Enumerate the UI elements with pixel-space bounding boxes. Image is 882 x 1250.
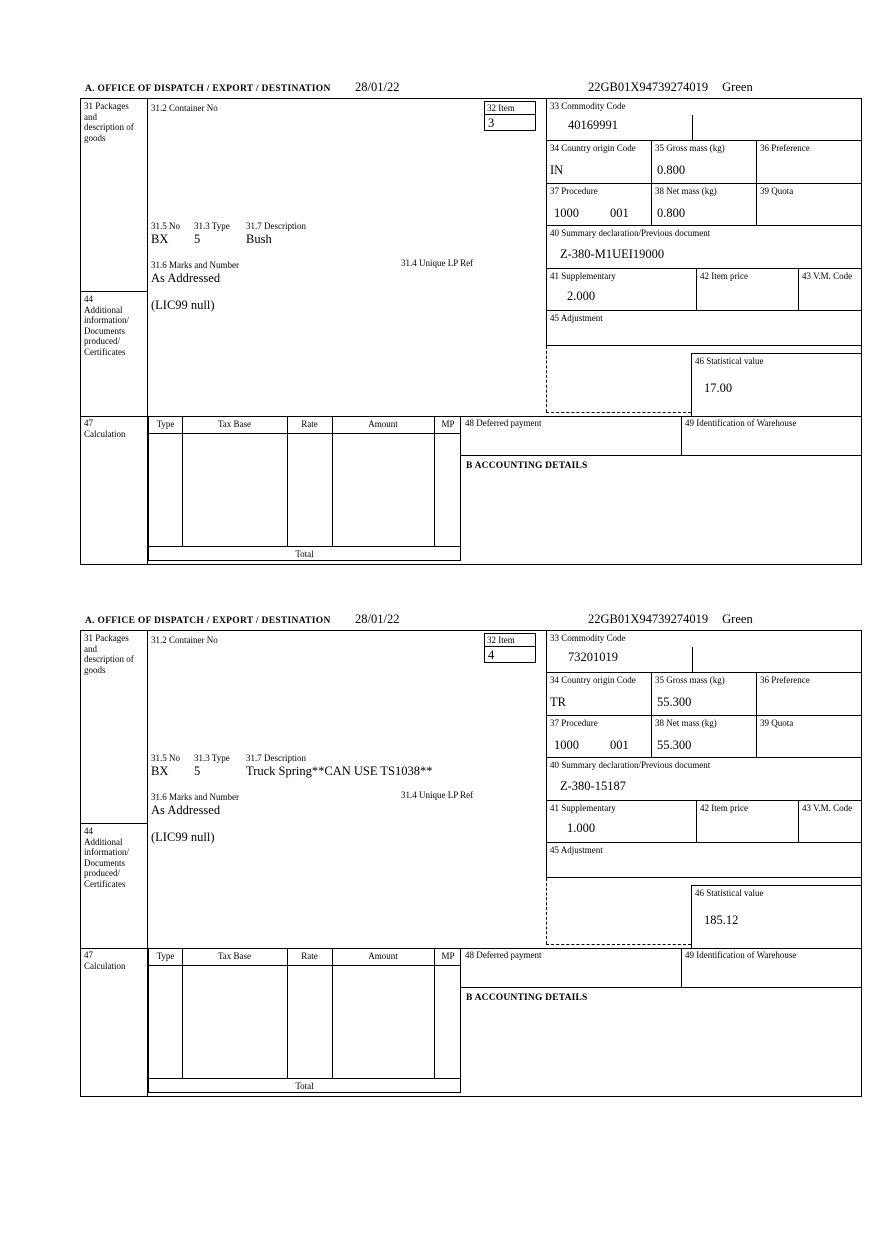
box-41-supplementary-units: [546, 269, 696, 311]
box-40-summary-declaration: [546, 758, 861, 801]
box-38-net-mass: [651, 184, 756, 226]
box-44-number: 44: [84, 294, 93, 304]
box-37-procedure: [546, 716, 651, 758]
goods-description-label: 31.7 Description: [246, 221, 306, 231]
country-origin-value: IN: [550, 163, 564, 177]
box-43-label: 43 V.M. Code: [802, 271, 853, 281]
date-value: 28/01/22: [355, 612, 400, 626]
supplementary-units-value: 2.000: [567, 289, 596, 303]
box-42-label: 42 Item price: [700, 271, 748, 281]
box-32-item: [484, 101, 536, 131]
box-46-label: 46 Statistical value: [695, 888, 764, 898]
box-39-quota: [756, 184, 861, 226]
calc-header-tax-base: Tax Base: [217, 419, 252, 429]
box-36-label: 36 Preference: [760, 143, 810, 153]
declaration-item-1: [80, 80, 863, 566]
box-40-label: 40 Summary declaration/Previous document: [550, 760, 711, 770]
calc-header-tax-base: Tax Base: [217, 951, 252, 961]
procedure-code-value: 1000: [554, 738, 579, 752]
packages-type-label: 31.3 Type: [194, 221, 230, 231]
box-41-label: 41 Supplementary: [550, 271, 616, 281]
calc-header-type: Type: [156, 419, 175, 429]
goods-description-value: Truck Spring**CAN USE TS1038**: [246, 764, 433, 778]
box-33-commodity-code: [546, 99, 861, 141]
box-45-adjustment: [546, 843, 861, 878]
box-34-label: 34 Country origin Code: [550, 143, 636, 153]
office-of-dispatch-label: A. OFFICE OF DISPATCH / EXPORT / DESTINATION: [85, 616, 331, 626]
box-37-label: 37 Procedure: [550, 718, 598, 728]
box-49-warehouse: [681, 948, 861, 988]
declaration-reference: [588, 81, 753, 95]
box-49-label: 49 Identification of Warehouse: [685, 418, 797, 428]
date-value: 28/01/22: [355, 80, 400, 94]
calc-header-rate: Rate: [301, 419, 318, 429]
box-38-label: 38 Net mass (kg): [655, 186, 717, 196]
box-37-procedure: [546, 184, 651, 226]
procedure-code2-value: 001: [610, 738, 629, 752]
gross-mass-value: 55.300: [657, 695, 692, 709]
box-34-label: 34 Country origin Code: [550, 675, 636, 685]
dashed-divider-horizontal: [546, 944, 691, 945]
commodity-code-divider: [692, 115, 693, 140]
box-38-net-mass: [651, 716, 756, 758]
calc-total-label: Total: [295, 1081, 314, 1091]
item-number-value: 3: [488, 116, 495, 130]
procedure-code2-value: 001: [610, 206, 629, 220]
box-33-label: 33 Commodity Code: [550, 101, 626, 111]
dashed-divider-horizontal: [546, 412, 691, 413]
marks-and-number-value: As Addressed: [151, 803, 221, 817]
declaration-item-2: [80, 612, 863, 1098]
accounting-details-label: B ACCOUNTING DETAILS: [466, 993, 588, 1003]
box-38-label: 38 Net mass (kg): [655, 718, 717, 728]
box-31-label: 31 Packages and description of goods: [81, 631, 148, 823]
box-48-label: 48 Deferred payment: [465, 950, 542, 960]
packages-type-value: 5: [194, 232, 201, 246]
calc-header-rule: [149, 433, 460, 434]
box-35-gross-mass: [651, 673, 756, 716]
additional-information-value: (LIC99 null): [151, 298, 215, 312]
box-36-preference: [756, 141, 861, 184]
calc-header-type: Type: [156, 951, 175, 961]
box-48-label: 48 Deferred payment: [465, 418, 542, 428]
routing-channel: Green: [722, 80, 753, 94]
box-42-label: 42 Item price: [700, 803, 748, 813]
additional-information-value: (LIC99 null): [151, 830, 215, 844]
box-46-label: 46 Statistical value: [695, 356, 764, 366]
calc-column-divider: [332, 416, 333, 546]
box-44-number: 44: [84, 826, 93, 836]
section-header: [80, 80, 863, 98]
procedure-code-value: 1000: [554, 206, 579, 220]
declaration-reference: [588, 613, 753, 627]
box-34-country-origin: [546, 673, 651, 716]
packages-type-value: 5: [194, 764, 201, 778]
marks-and-number-label: 31.6 Marks and Number: [151, 260, 239, 270]
box-33-commodity-code: [546, 631, 861, 673]
unique-lp-ref-label: 31.4 Unique LP Ref: [401, 790, 474, 800]
container-no-label: 31.2 Container No: [151, 103, 218, 113]
statistical-value: 17.00: [704, 381, 733, 395]
box-49-label: 49 Identification of Warehouse: [685, 950, 797, 960]
calc-header-amount: Amount: [368, 419, 398, 429]
box-44-label: [81, 291, 148, 416]
calc-column-divider: [287, 948, 288, 1078]
calc-header-rule: [149, 965, 460, 966]
box-31-label: 31 Packages and description of goods: [81, 99, 148, 291]
marks-and-number-value: As Addressed: [151, 271, 221, 285]
commodity-code-divider: [692, 647, 693, 672]
box-39-label: 39 Quota: [760, 186, 794, 196]
calc-column-divider: [434, 948, 435, 1078]
gross-mass-value: 0.800: [657, 163, 686, 177]
box-47-text: Calculation: [84, 960, 126, 971]
box-39-label: 39 Quota: [760, 718, 794, 728]
mrn-value: 22GB01X94739274019: [588, 80, 709, 94]
box-45-label: 45 Adjustment: [550, 313, 603, 323]
packages-no-label: 31.5 No: [151, 753, 180, 763]
net-mass-value: 0.800: [657, 206, 686, 220]
box-44-text: Additional information/ Documents produced/ Certificates: [84, 836, 129, 890]
packages-no-label: 31.5 No: [151, 221, 180, 231]
packages-no-value: BX: [151, 232, 169, 246]
commodity-code-value: 73201019: [568, 650, 618, 664]
calc-column-divider: [182, 948, 183, 1078]
calc-header-mp: MP: [441, 419, 455, 429]
box-35-label: 35 Gross mass (kg): [655, 675, 725, 685]
box-40-label: 40 Summary declaration/Previous document: [550, 228, 711, 238]
calc-column-divider: [182, 416, 183, 546]
box-48-deferred-payment: [461, 416, 681, 456]
container-no-label: 31.2 Container No: [151, 635, 218, 645]
item-number-value: 4: [488, 648, 495, 662]
supplementary-units-value: 1.000: [567, 821, 596, 835]
calc-header-amount: Amount: [368, 951, 398, 961]
calc-column-divider: [287, 416, 288, 546]
country-origin-value: TR: [550, 695, 566, 709]
dashed-divider-vertical: [546, 346, 547, 412]
box-47-number: 47: [84, 418, 93, 428]
goods-description-label: 31.7 Description: [246, 753, 306, 763]
box-33-label: 33 Commodity Code: [550, 633, 626, 643]
box-35-gross-mass: [651, 141, 756, 184]
net-mass-value: 55.300: [657, 738, 692, 752]
calc-total-rule: [149, 546, 460, 547]
statistical-value: 185.12: [704, 913, 739, 927]
goods-description-value: Bush: [246, 232, 272, 246]
box-34-country-origin: [546, 141, 651, 184]
box-43-vm-code: [798, 801, 861, 843]
section-header: [80, 612, 863, 630]
commodity-code-value: 40169991: [568, 118, 618, 132]
marks-and-number-label: 31.6 Marks and Number: [151, 792, 239, 802]
box-45-label: 45 Adjustment: [550, 845, 603, 855]
item-form: [80, 98, 862, 565]
box-42-item-price: [696, 269, 798, 311]
packages-no-value: BX: [151, 764, 169, 778]
box-49-warehouse: [681, 416, 861, 456]
unique-lp-ref-label: 31.4 Unique LP Ref: [401, 258, 474, 268]
calc-header-rate: Rate: [301, 951, 318, 961]
box-40-summary-declaration: [546, 226, 861, 269]
item-form: [80, 630, 862, 1097]
item-number-label: 32 Item: [485, 102, 535, 115]
office-of-dispatch-label: A. OFFICE OF DISPATCH / EXPORT / DESTINATION: [85, 84, 331, 94]
calc-column-divider: [332, 948, 333, 1078]
box-47-label: [81, 416, 148, 564]
box-45-adjustment: [546, 311, 861, 346]
box-48-deferred-payment: [461, 948, 681, 988]
box-41-supplementary-units: [546, 801, 696, 843]
calc-total-rule: [149, 1078, 460, 1079]
box-36-label: 36 Preference: [760, 675, 810, 685]
box-47-number: 47: [84, 950, 93, 960]
accounting-details-label: B ACCOUNTING DETAILS: [466, 461, 588, 471]
box-46-statistical-value: [691, 885, 861, 948]
box-37-label: 37 Procedure: [550, 186, 598, 196]
calculation-table: [148, 948, 461, 1093]
box-47-label: [81, 948, 148, 1096]
calc-total-label: Total: [295, 549, 314, 559]
dashed-divider-vertical: [546, 878, 547, 944]
box-43-vm-code: [798, 269, 861, 311]
calc-header-mp: MP: [441, 951, 455, 961]
calc-column-divider: [434, 416, 435, 546]
box-44-label: [81, 823, 148, 948]
box-46-statistical-value: [691, 353, 861, 416]
box-39-quota: [756, 716, 861, 758]
routing-channel: Green: [722, 612, 753, 626]
calculation-table: [148, 416, 461, 561]
box-47-text: Calculation: [84, 428, 126, 439]
previous-document-value: Z-380-15187: [560, 779, 626, 793]
box-44-text: Additional information/ Documents produced/ Certificates: [84, 304, 129, 358]
previous-document-value: Z-380-M1UEI19000: [560, 247, 665, 261]
box-35-label: 35 Gross mass (kg): [655, 143, 725, 153]
box-36-preference: [756, 673, 861, 716]
box-43-label: 43 V.M. Code: [802, 803, 853, 813]
box-32-item: [484, 633, 536, 663]
box-42-item-price: [696, 801, 798, 843]
packages-type-label: 31.3 Type: [194, 753, 230, 763]
item-number-label: 32 Item: [485, 634, 535, 647]
mrn-value: 22GB01X94739274019: [588, 612, 709, 626]
box-41-label: 41 Supplementary: [550, 803, 616, 813]
